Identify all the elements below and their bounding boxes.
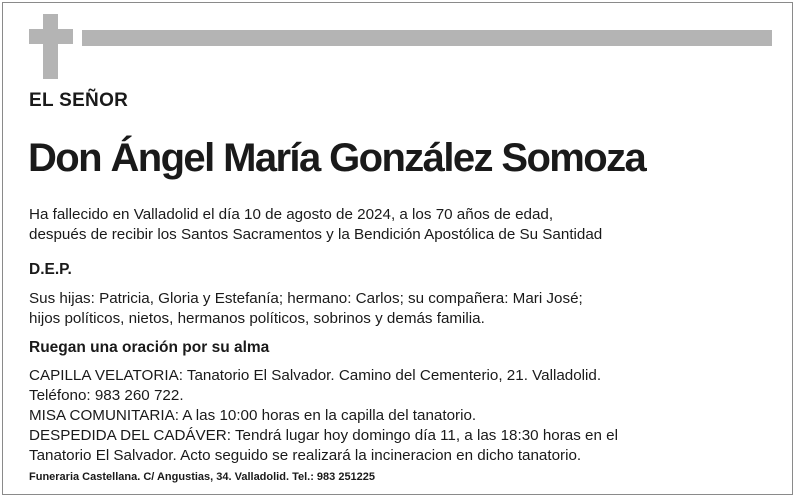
family-line: hijos políticos, nietos, hermanos políticos, sobrinos y demás familia. bbox=[29, 310, 485, 327]
detail-line: Teléfono: 983 260 722. bbox=[29, 387, 184, 404]
service-details bbox=[29, 366, 618, 466]
family-list bbox=[29, 289, 583, 329]
prayer-request: Ruegan una oración por su alma bbox=[29, 339, 270, 356]
detail-line: MISA COMUNITARIA: A las 10:00 horas en la capilla del tanatorio. bbox=[29, 407, 477, 424]
funeral-home-footer: Funeraria Castellana. C/ Angustias, 34. Valladolid. Tel.: 983 251225 bbox=[29, 471, 376, 483]
announcement-line: Ha fallecido en Valladolid el día 10 de agosto de 2024, a los 70 años de edad, bbox=[29, 206, 554, 223]
cross-icon-bar bbox=[29, 29, 73, 44]
family-line: Sus hijas: Patricia, Gloria y Estefanía; hermano: Carlos; su compañera: Mari José; bbox=[29, 290, 583, 307]
detail-line: DESPEDIDA DEL CADÁVER: Tendrá lugar hoy domingo día 11, a las 18:30 horas en el bbox=[29, 427, 618, 444]
honorific-heading: EL SEÑOR bbox=[29, 90, 129, 111]
deceased-name: Don Ángel María González Somoza bbox=[28, 136, 646, 180]
detail-line: CAPILLA VELATORIA: Tanatorio El Salvador. Camino del Cementerio, 21. Valladolid. bbox=[29, 367, 602, 384]
dep-label: D.E.P. bbox=[29, 261, 72, 278]
death-announcement bbox=[29, 205, 602, 245]
cross-icon bbox=[43, 14, 58, 79]
announcement-line: después de recibir los Santos Sacramentos y la Bendición Apostólica de Su Santidad bbox=[29, 226, 603, 243]
detail-line: Tanatorio El Salvador. Acto seguido se realizará la incineracion en dicho tanatorio. bbox=[29, 447, 582, 464]
header-rule bbox=[82, 30, 772, 46]
